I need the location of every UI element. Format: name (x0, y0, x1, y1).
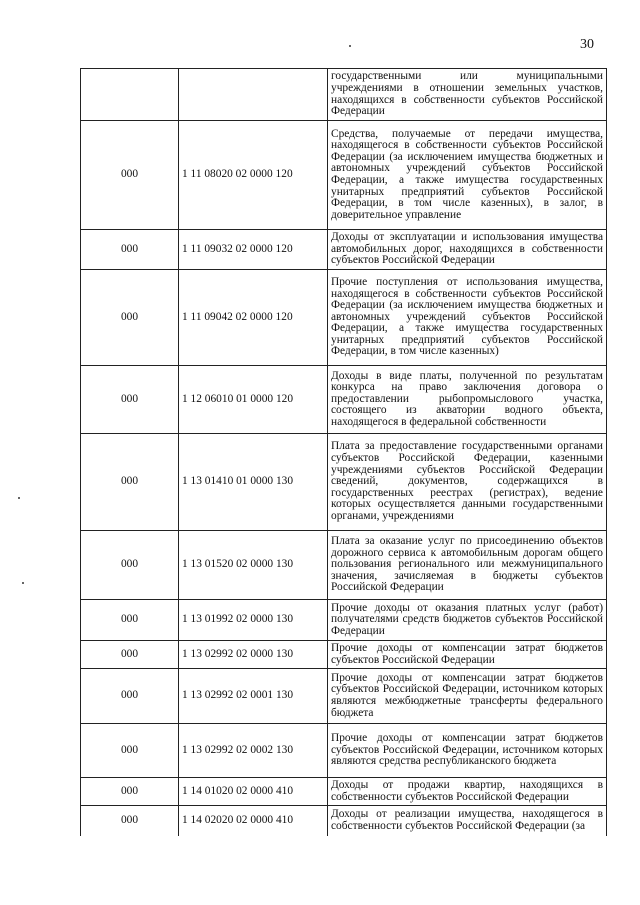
description-cell: Прочие доходы от компенсации затрат бюджетов субъектов Российской Федерации (328, 641, 607, 669)
budget-code-cell: 1 13 01410 01 0000 130 (179, 434, 328, 531)
table-row (81, 531, 607, 600)
table-row (81, 230, 607, 270)
budget-code-cell: 1 14 02020 02 0000 410 (179, 806, 328, 836)
description-cell: Плата за оказание услуг по присоединению объектов дорожного сервиса к автомобильным дорогам общего пользования регионального или межмуниципального значения, зачисляемая в бюджеты субъектов Российской Федерации (328, 531, 607, 600)
page-number: 30 (580, 37, 594, 52)
budget-code-cell: 1 11 09042 02 0000 120 (179, 270, 328, 366)
table-row (81, 270, 607, 366)
table-row (81, 778, 607, 806)
description-cell: Доходы от эксплуатации и использования имущества автомобильных дорог, находящихся в собственности субъектов Российской Федерации (328, 230, 607, 270)
budget-code-cell: 1 11 09032 02 0000 120 (179, 230, 328, 270)
table-row (81, 641, 607, 669)
admin-code-cell: 000 (81, 434, 179, 531)
admin-code-cell: 000 (81, 641, 179, 669)
description-cell: Средства, получаемые от передачи имущества, находящегося в собственности субъектов Российской Федерации (за исключением имущества бюджетных и автономных учреждений субъектов Российской Федерации, а также имущества государственных унитарных предприятий субъектов Российской Федерации, в том числе казенных), в залог, в доверительное управление (328, 121, 607, 230)
table-row (81, 724, 607, 778)
table-row (81, 669, 607, 724)
admin-code-cell: 000 (81, 366, 179, 434)
table-row (81, 366, 607, 434)
table-row (81, 121, 607, 230)
budget-code-cell: 1 13 02992 02 0001 130 (179, 669, 328, 724)
admin-code-cell: 000 (81, 806, 179, 836)
admin-code-cell: 000 (81, 724, 179, 778)
table-row (81, 434, 607, 531)
description-cell: Доходы от продажи квартир, находящихся в собственности субъектов Российской Федерации (328, 778, 607, 806)
description-cell: государственными или муниципальными учреждениями в отношении земельных участков, находящихся в собственности субъектов Российской Федерации (328, 69, 607, 121)
admin-code-cell: 000 (81, 270, 179, 366)
admin-code-cell: 000 (81, 778, 179, 806)
budget-code-cell: 1 14 01020 02 0000 410 (179, 778, 328, 806)
admin-code-cell: 000 (81, 121, 179, 230)
admin-code-cell: 000 (81, 669, 179, 724)
budget-code-cell: 1 13 01992 02 0000 130 (179, 600, 328, 641)
budget-code-cell: 1 13 02992 02 0002 130 (179, 724, 328, 778)
scan-speck (22, 582, 24, 584)
scan-speck (349, 45, 351, 47)
admin-code-cell: 000 (81, 600, 179, 641)
description-cell: Прочие поступления от использования имущества, находящегося в собственности субъектов Российской Федерации (за исключением имущества бюджетных и автономных учреждений субъектов Российской Федерации, а также имущества государственных унитарных предприятий субъектов Российской Федерации, в том числе казенных) (328, 270, 607, 366)
table-row (81, 806, 607, 836)
description-cell: Прочие доходы от оказания платных услуг (работ) получателями средств бюджетов субъектов Российской Федерации (328, 600, 607, 641)
admin-code-cell (81, 69, 179, 121)
table-row (81, 600, 607, 641)
admin-code-cell: 000 (81, 230, 179, 270)
budget-code-cell: 1 13 02992 02 0000 130 (179, 641, 328, 669)
budget-code-cell: 1 12 06010 01 0000 120 (179, 366, 328, 434)
table-row (81, 69, 607, 121)
revenue-codes-table (80, 68, 607, 836)
description-cell: Плата за предоставление государственными органами субъектов Российской Федерации, казенными учреждениями субъектов Российской Федерации сведений, документов, содержащихся в государственных реестрах (регистрах), ведение которых осуществляется данными государственными органами, учреждениями (328, 434, 607, 531)
description-cell: Доходы от реализации имущества, находящегося в собственности субъектов Российской Федерации (за (328, 806, 607, 836)
description-cell: Прочие доходы от компенсации затрат бюджетов субъектов Российской Федерации, источником которых являются межбюджетные трансферты федерального бюджета (328, 669, 607, 724)
admin-code-cell: 000 (81, 531, 179, 600)
budget-code-cell (179, 69, 328, 121)
budget-code-cell: 1 11 08020 02 0000 120 (179, 121, 328, 230)
description-cell: Прочие доходы от компенсации затрат бюджетов субъектов Российской Федерации, источником которых являются средства республиканского бюджета (328, 724, 607, 778)
budget-code-cell: 1 13 01520 02 0000 130 (179, 531, 328, 600)
scan-speck (18, 497, 20, 499)
description-cell: Доходы в виде платы, полученной по результатам конкурса на право заключения договора о предоставлении рыбопромыслового участка, состоящего из акватории водного объекта, находящегося в федеральной собственности (328, 366, 607, 434)
